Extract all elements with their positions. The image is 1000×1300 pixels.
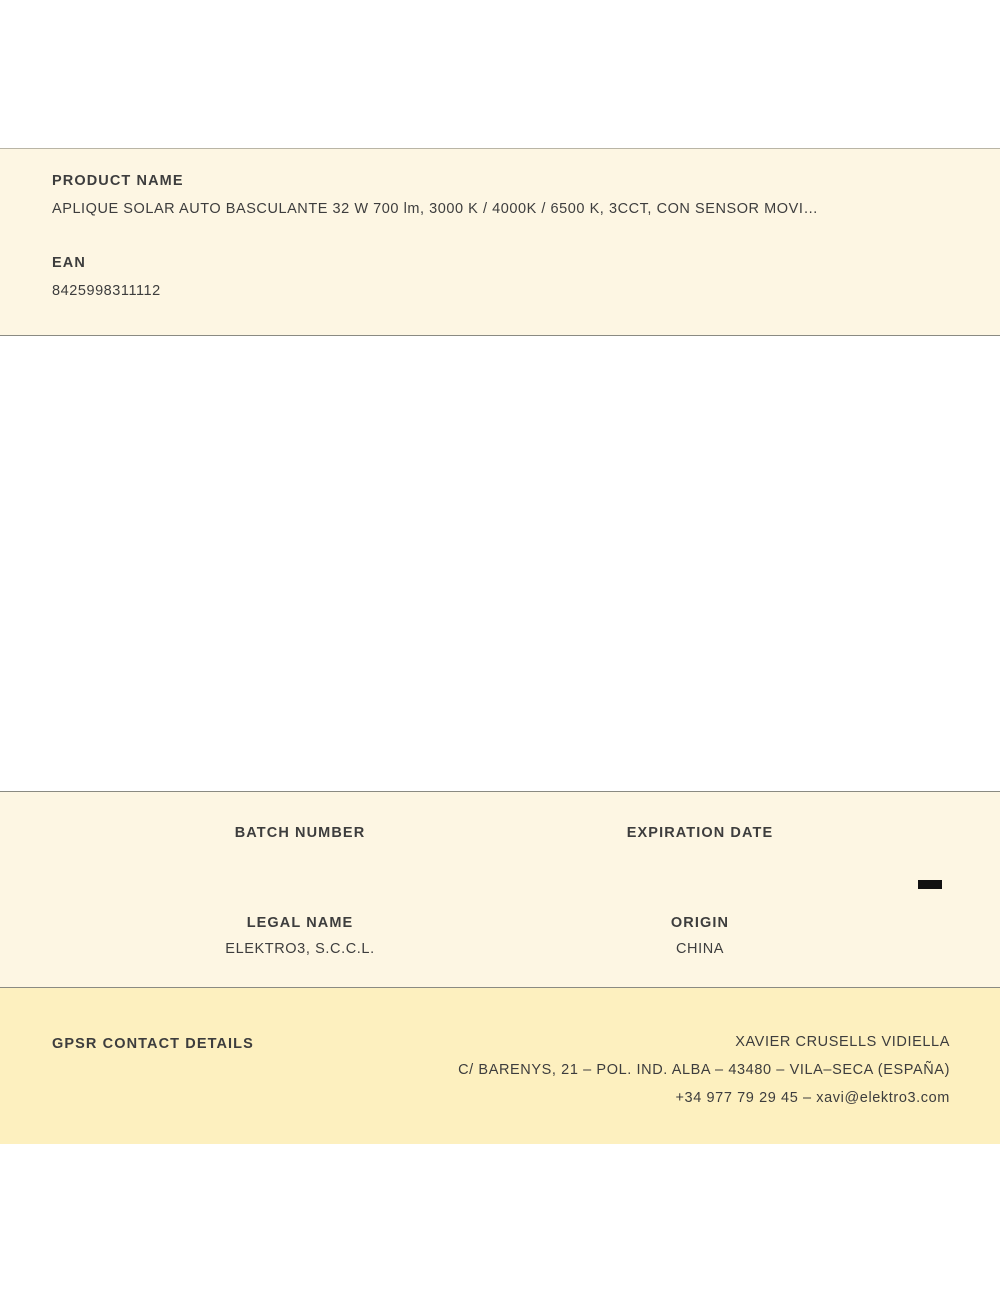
expiration-date-field bbox=[550, 825, 850, 868]
gpsr-contact-address: C/ BARENYS, 21 – POL. IND. ALBA – 43480 – VILA–SECA (ESPAÑA) bbox=[458, 1062, 950, 1078]
product-name-label: PRODUCT NAME bbox=[52, 173, 184, 189]
gpsr-contact-name: XAVIER CRUSELLS VIDIELLA bbox=[735, 1034, 950, 1050]
origin-field bbox=[550, 915, 850, 958]
batch-number-label: BATCH NUMBER bbox=[234, 825, 366, 841]
gpsr-contact-section bbox=[0, 987, 1000, 1144]
batch-number-value bbox=[150, 851, 450, 868]
gpsr-contact-details bbox=[458, 1028, 950, 1112]
blank-content-area bbox=[0, 336, 1000, 791]
gpsr-contact-label: GPSR CONTACT DETAILS bbox=[52, 1036, 254, 1052]
product-name-value: APLIQUE SOLAR AUTO BASCULANTE 32 W 700 lm, 3000 K / 4000K / 6500 K, 3CCT, CON SENSOR MOVI… bbox=[52, 201, 819, 217]
footer-blank-area bbox=[0, 1144, 1000, 1300]
origin-value: CHINA bbox=[675, 941, 725, 957]
ean-label: EAN bbox=[52, 255, 86, 271]
origin-label: ORIGIN bbox=[670, 915, 730, 931]
legal-name-value: ELEKTRO3, S.C.C.L. bbox=[225, 941, 375, 957]
batch-legal-section bbox=[0, 791, 1000, 987]
legal-name-label: LEGAL NAME bbox=[246, 915, 354, 931]
batch-number-field bbox=[150, 825, 450, 868]
gpsr-contact-phone-email: +34 977 79 29 45 – xavi@elektro3.com bbox=[675, 1090, 950, 1106]
expiration-date-value bbox=[550, 851, 850, 868]
ce-mark-icon bbox=[855, 852, 955, 918]
expiration-date-label: EXPIRATION DATE bbox=[626, 825, 774, 841]
legal-name-field bbox=[150, 915, 450, 958]
ean-value: 8425998311112 bbox=[52, 283, 161, 299]
product-details-section bbox=[0, 148, 1000, 336]
